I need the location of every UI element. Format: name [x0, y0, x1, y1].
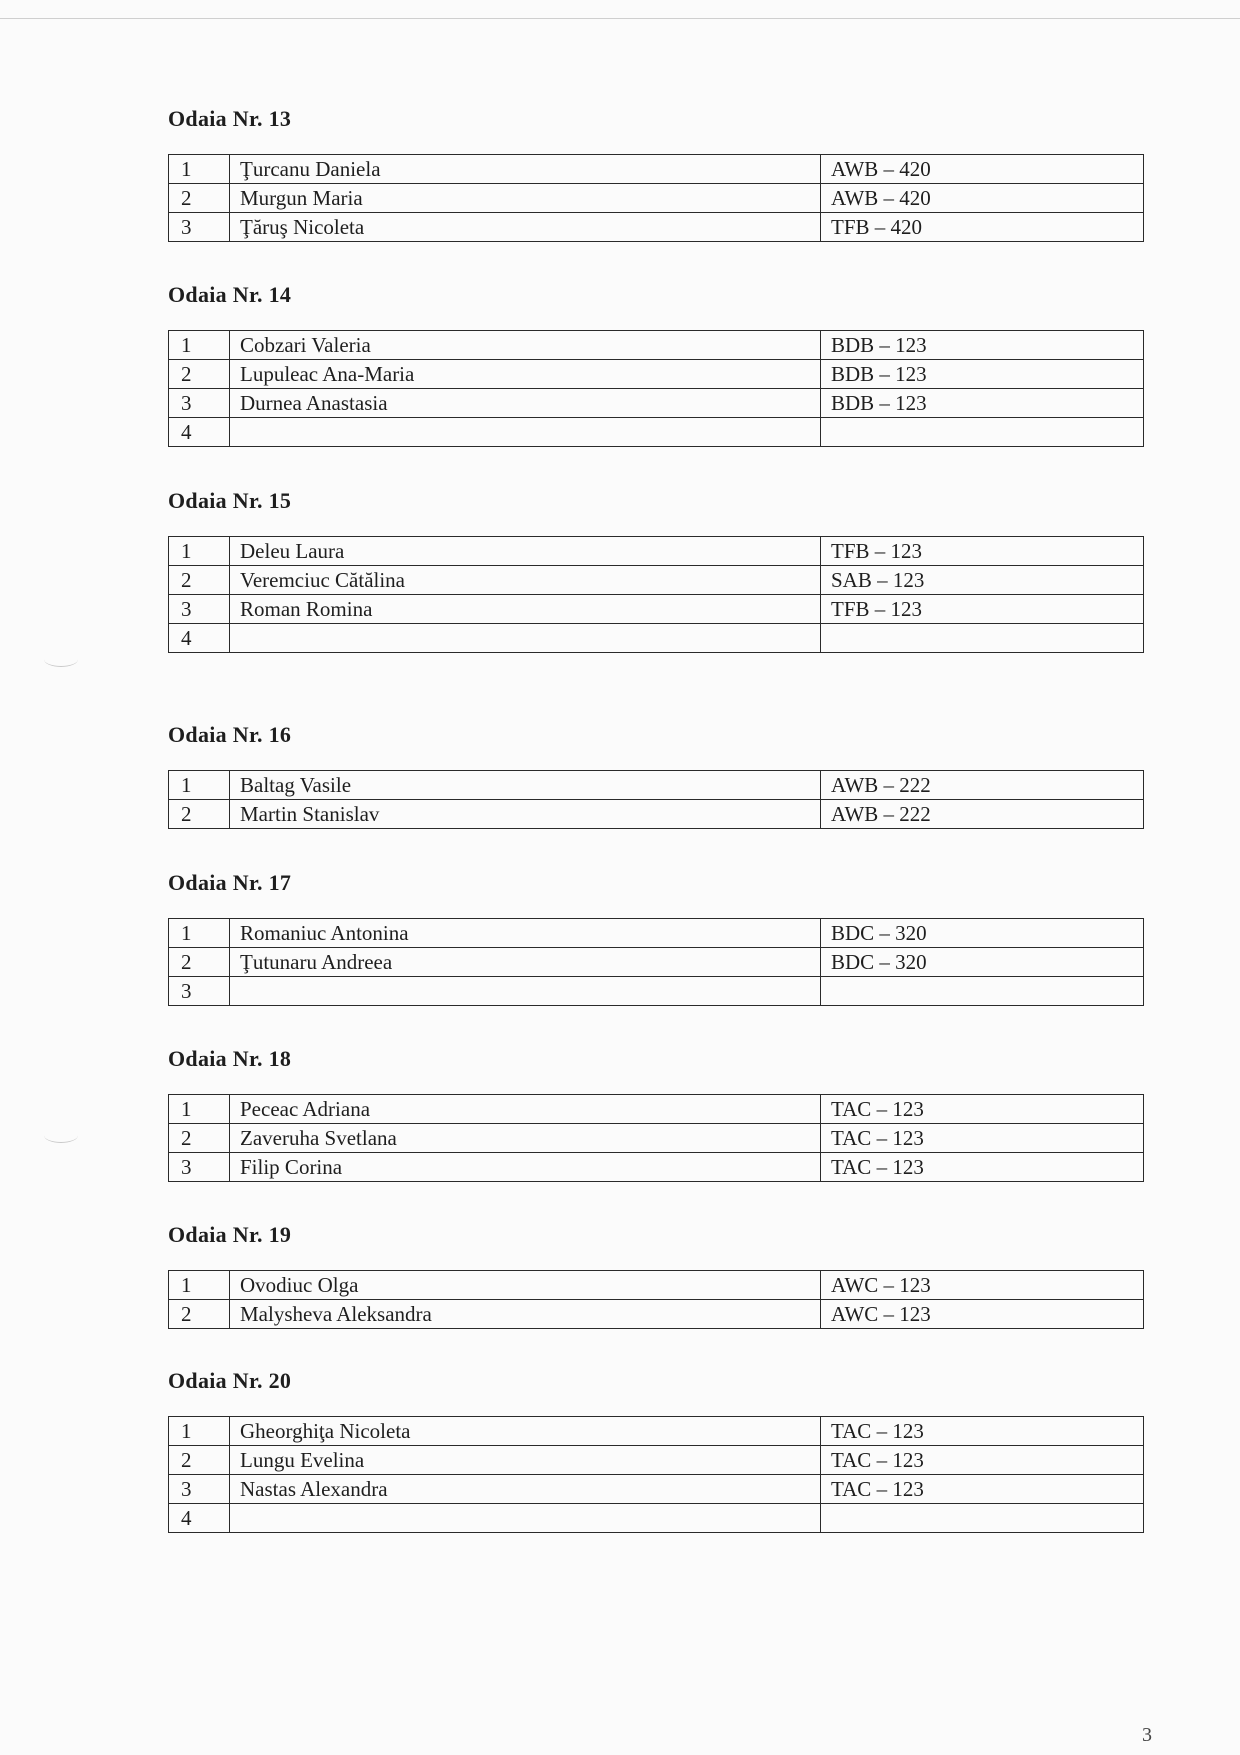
row-number-cell: 4 — [169, 418, 230, 447]
room-table — [168, 770, 1144, 829]
table-row — [169, 1475, 1144, 1504]
table-row — [169, 919, 1144, 948]
table-row — [169, 1153, 1144, 1182]
table-row — [169, 948, 1144, 977]
student-name-cell: Ţurcanu Daniela — [230, 155, 821, 184]
page-number: 3 — [1142, 1724, 1152, 1746]
room-table — [168, 918, 1144, 1006]
room-section — [168, 486, 1144, 653]
student-name-cell: Ţutunaru Andreea — [230, 948, 821, 977]
room-heading: Odaia Nr. 16 — [168, 722, 292, 747]
student-name-cell: Murgun Maria — [230, 184, 821, 213]
student-name-cell: Roman Romina — [230, 595, 821, 624]
table-row — [169, 1124, 1144, 1153]
table-row — [169, 595, 1144, 624]
student-name-cell: Gheorghiţa Nicoleta — [230, 1417, 821, 1446]
row-number-cell: 1 — [169, 1095, 230, 1124]
group-code-cell: TFB – 420 — [821, 213, 1144, 242]
student-name-cell: Zaveruha Svetlana — [230, 1124, 821, 1153]
group-code-cell: AWC – 123 — [821, 1300, 1144, 1329]
room-section — [168, 1220, 1144, 1329]
room-section — [168, 720, 1144, 829]
group-code-cell — [821, 418, 1144, 447]
group-code-cell: TAC – 123 — [821, 1475, 1144, 1504]
group-code-cell: BDC – 320 — [821, 948, 1144, 977]
student-name-cell: Nastas Alexandra — [230, 1475, 821, 1504]
student-name-cell: Durnea Anastasia — [230, 389, 821, 418]
table-row — [169, 537, 1144, 566]
row-number-cell: 2 — [169, 1300, 230, 1329]
group-code-cell: TAC – 123 — [821, 1417, 1144, 1446]
room-heading: Odaia Nr. 19 — [168, 1222, 292, 1247]
room-section — [168, 104, 1144, 242]
student-name-cell — [230, 624, 821, 653]
room-section — [168, 1366, 1144, 1533]
student-name-cell: Peceac Adriana — [230, 1095, 821, 1124]
group-code-cell: AWB – 222 — [821, 800, 1144, 829]
row-number-cell: 4 — [169, 1504, 230, 1533]
table-row — [169, 360, 1144, 389]
student-name-cell: Filip Corina — [230, 1153, 821, 1182]
table-row — [169, 1504, 1144, 1533]
group-code-cell: BDB – 123 — [821, 331, 1144, 360]
group-code-cell — [821, 1504, 1144, 1533]
table-row — [169, 977, 1144, 1006]
group-code-cell: TAC – 123 — [821, 1446, 1144, 1475]
group-code-cell: TAC – 123 — [821, 1153, 1144, 1182]
group-code-cell: BDB – 123 — [821, 389, 1144, 418]
group-code-cell: AWB – 420 — [821, 184, 1144, 213]
room-heading: Odaia Nr. 20 — [168, 1368, 292, 1393]
row-number-cell: 2 — [169, 566, 230, 595]
room-section — [168, 1044, 1144, 1182]
row-number-cell: 2 — [169, 1124, 230, 1153]
room-heading: Odaia Nr. 17 — [168, 870, 292, 895]
group-code-cell — [821, 624, 1144, 653]
row-number-cell: 3 — [169, 213, 230, 242]
table-row — [169, 1417, 1144, 1446]
group-code-cell: BDB – 123 — [821, 360, 1144, 389]
room-table — [168, 1094, 1144, 1182]
student-name-cell: Ovodiuc Olga — [230, 1271, 821, 1300]
group-code-cell: AWB – 222 — [821, 771, 1144, 800]
row-number-cell: 1 — [169, 331, 230, 360]
row-number-cell: 1 — [169, 155, 230, 184]
student-name-cell: Veremciuc Cătălina — [230, 566, 821, 595]
table-row — [169, 418, 1144, 447]
student-name-cell: Romaniuc Antonina — [230, 919, 821, 948]
row-number-cell: 3 — [169, 977, 230, 1006]
table-row — [169, 331, 1144, 360]
student-name-cell — [230, 977, 821, 1006]
table-row — [169, 213, 1144, 242]
room-table — [168, 1270, 1144, 1329]
group-code-cell: AWC – 123 — [821, 1271, 1144, 1300]
student-name-cell: Lupuleac Ana-Maria — [230, 360, 821, 389]
row-number-cell: 3 — [169, 1475, 230, 1504]
row-number-cell: 4 — [169, 624, 230, 653]
row-number-cell: 2 — [169, 360, 230, 389]
row-number-cell: 3 — [169, 595, 230, 624]
row-number-cell: 2 — [169, 948, 230, 977]
table-row — [169, 1300, 1144, 1329]
scan-edge-line — [0, 18, 1240, 19]
table-row — [169, 1446, 1144, 1475]
room-table — [168, 536, 1144, 653]
row-number-cell: 2 — [169, 184, 230, 213]
row-number-cell: 1 — [169, 537, 230, 566]
table-row — [169, 566, 1144, 595]
row-number-cell: 3 — [169, 389, 230, 418]
room-heading: Odaia Nr. 13 — [168, 106, 292, 131]
student-name-cell — [230, 1504, 821, 1533]
student-name-cell: Lungu Evelina — [230, 1446, 821, 1475]
row-number-cell: 1 — [169, 771, 230, 800]
student-name-cell: Ţăruş Nicoleta — [230, 213, 821, 242]
group-code-cell — [821, 977, 1144, 1006]
group-code-cell: AWB – 420 — [821, 155, 1144, 184]
table-row — [169, 184, 1144, 213]
punch-hole-mark — [44, 652, 78, 667]
table-row — [169, 800, 1144, 829]
row-number-cell: 2 — [169, 800, 230, 829]
row-number-cell: 1 — [169, 1271, 230, 1300]
student-name-cell: Malysheva Aleksandra — [230, 1300, 821, 1329]
row-number-cell: 1 — [169, 919, 230, 948]
table-row — [169, 1271, 1144, 1300]
room-heading: Odaia Nr. 14 — [168, 282, 292, 307]
room-table — [168, 330, 1144, 447]
table-row — [169, 624, 1144, 653]
table-row — [169, 1095, 1144, 1124]
room-section — [168, 868, 1144, 1006]
group-code-cell: BDC – 320 — [821, 919, 1144, 948]
group-code-cell: TAC – 123 — [821, 1095, 1144, 1124]
table-row — [169, 389, 1144, 418]
student-name-cell: Deleu Laura — [230, 537, 821, 566]
student-name-cell — [230, 418, 821, 447]
table-row — [169, 155, 1144, 184]
row-number-cell: 1 — [169, 1417, 230, 1446]
student-name-cell: Baltag Vasile — [230, 771, 821, 800]
group-code-cell: TAC – 123 — [821, 1124, 1144, 1153]
room-section — [168, 280, 1144, 447]
room-table — [168, 1416, 1144, 1533]
room-table — [168, 154, 1144, 242]
row-number-cell: 2 — [169, 1446, 230, 1475]
group-code-cell: TFB – 123 — [821, 537, 1144, 566]
student-name-cell: Martin Stanislav — [230, 800, 821, 829]
student-name-cell: Cobzari Valeria — [230, 331, 821, 360]
punch-hole-mark — [44, 1128, 78, 1143]
group-code-cell: TFB – 123 — [821, 595, 1144, 624]
room-heading: Odaia Nr. 15 — [168, 488, 292, 513]
table-row — [169, 771, 1144, 800]
room-heading: Odaia Nr. 18 — [168, 1046, 292, 1071]
row-number-cell: 3 — [169, 1153, 230, 1182]
group-code-cell: SAB – 123 — [821, 566, 1144, 595]
